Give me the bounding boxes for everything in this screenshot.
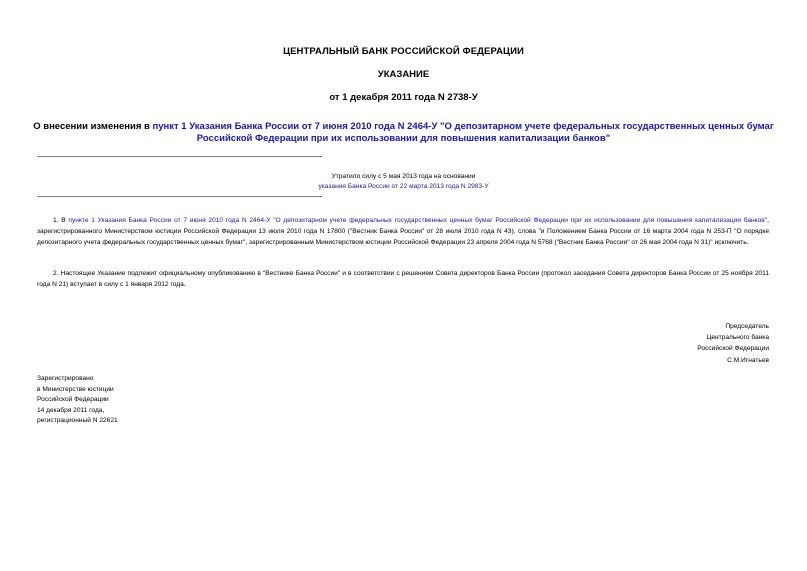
document-subject <box>0 121 807 145</box>
status-note <box>0 172 807 192</box>
document-date: от 1 декабря 2011 года N 2738-У <box>329 92 478 103</box>
registration-line-2: в Министерстве юстиции <box>37 385 114 393</box>
registration-number: регистрационный N 22621 <box>37 417 118 425</box>
registration-date: 14 декабря 2011 года, <box>37 406 105 414</box>
divider-bottom <box>37 196 322 197</box>
status-note-link[interactable]: указания Банка России от 22 марта 2013 года N 2983-У <box>318 183 489 190</box>
signature-title: Председатель <box>725 323 769 330</box>
signature-name: С.М.Игнатьев <box>727 356 769 364</box>
signature-org-1: Центрального банка <box>706 334 769 342</box>
subject-link-part1[interactable]: пункт 1 Указания Банка России от 7 июня 2010 года N 2464-У "О депозитарном учете федеральных государственных ценных бумаг <box>152 121 774 132</box>
status-note-text: Утратило силу с 5 мая 2013 года на основании <box>331 173 476 180</box>
paragraph-1-rest: , зарегистрированного Министерством юстиции Российской Федерации 13 июля 2010 года N 17800 ("Вестник Банка России" от 28 июля 2010 года N 43), слова "и Положением Банка России от 16 марта 2004 года N 253-П "О порядке депозитарного учета федеральных государственных ценных бумаг", зарегистрированным Министерством юстиции Российской Федерации 23 апреля 2004 года N 5768 ("Вестник Банка России" от 26 мая 2004 года N 31)" исключить. <box>37 217 769 246</box>
signature-block <box>697 321 769 366</box>
signature-org-2: Российской Федерации <box>697 345 769 353</box>
paragraph-1 <box>37 216 769 248</box>
paragraph-1-link[interactable]: пункте 1 Указания Банка России от 7 июня 2010 года N 2464-У "О депозитарном учете федеральных государственных ценных бумаг Российской Федерации при их использовании для повышения капитализации банков" <box>68 217 768 224</box>
paragraph-1-start: 1. В <box>53 217 69 224</box>
document-type: УКАЗАНИЕ <box>377 69 430 80</box>
subject-link-part2[interactable]: Российской Федерации при их использовании для повышения капитализации банков" <box>196 133 611 144</box>
subject-prefix: О внесении изменения в <box>33 121 153 132</box>
paragraph-2: 2. Настоящее Указание подлежит официальному опубликованию в "Вестнике Банка России" и в соответствии с решением Совета директоров Банка России (протокол заседания Совета директоров Банка России от 25 ноября 2011 года N 21) вступает в силу с 1 января 2012 года. <box>37 270 769 288</box>
registration-block <box>37 374 118 427</box>
registration-line-1: Зарегистрировано <box>37 375 94 382</box>
divider-top <box>37 156 322 157</box>
registration-line-3: Российской Федерации <box>37 396 109 404</box>
organization-title: ЦЕНТРАЛЬНЫЙ БАНК РОССИЙСКОЙ ФЕДЕРАЦИИ <box>283 46 524 57</box>
